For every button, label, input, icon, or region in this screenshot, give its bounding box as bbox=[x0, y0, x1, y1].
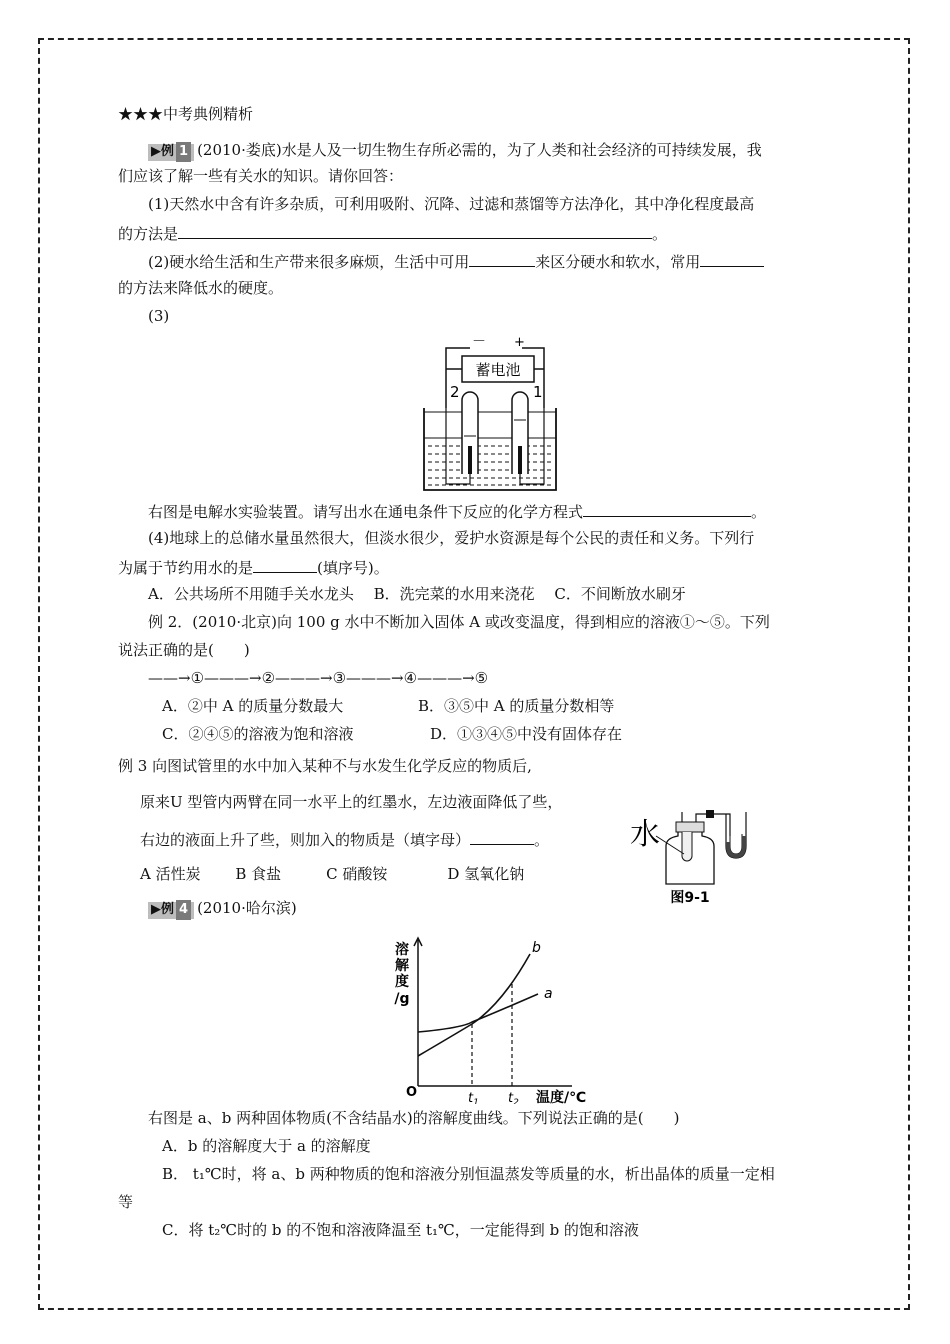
example-2-option-b: B．③⑤中 A 的质量分数相等 bbox=[418, 697, 615, 715]
example-tag: ▶ 例 1 bbox=[148, 144, 194, 161]
battery-label: 蓄电池 bbox=[475, 361, 521, 379]
question-3-suffix: 。 bbox=[751, 503, 767, 521]
example-3-prefix: 右边的液面上升了些，则加入的物质是（填字母） bbox=[140, 831, 471, 849]
example-4-header bbox=[148, 898, 297, 919]
example-4-option-b: B． t₁℃时，将 a、b 两种物质的饱和溶液分别恒温蒸发等质量的水，析出晶体的质量一定相 bbox=[162, 1165, 775, 1183]
example-tag-number: 1 bbox=[176, 142, 191, 162]
question-2-prefix: (2)硬水给生活和生产带来很多麻烦，生活中可用 bbox=[148, 253, 470, 271]
example-tag: ▶ 例 4 bbox=[148, 902, 194, 919]
example-1-text: (2010·娄底)水是人及一切生物生存所必需的，为了人类和社会经济的可持续发展，我 bbox=[197, 141, 762, 159]
water-label: 水 bbox=[630, 817, 660, 852]
answer-blank-1[interactable] bbox=[178, 222, 652, 239]
example-1-intro-cont: 们应该了解一些有关水的知识。请你回答： bbox=[118, 167, 404, 185]
example-4-option-b-cont: 等 bbox=[118, 1193, 134, 1211]
y-axis-label-3: 度 bbox=[395, 974, 409, 990]
u-tube-apparatus-figure bbox=[626, 810, 752, 906]
question-3 bbox=[148, 500, 766, 522]
question-2-cont: 的方法来降低水的硬度。 bbox=[118, 279, 284, 297]
example-tag-label: 例 bbox=[161, 144, 175, 159]
example-2-option-d: D．①③④⑤中没有固体存在 bbox=[430, 725, 623, 743]
example-tag-label: 例 bbox=[161, 902, 175, 917]
minus-sign: － bbox=[472, 334, 486, 350]
question-2-middle: 来区分硬水和软水，常用 bbox=[535, 253, 701, 271]
example-3-question bbox=[140, 828, 549, 850]
example-1-intro bbox=[148, 140, 762, 161]
example-4-stem: 右图是 a、b 两种固体物质(不含结晶水)的溶解度曲线。下列说法正确的是( ) bbox=[148, 1109, 680, 1127]
t2-tick-label: $t_2$ bbox=[508, 1091, 519, 1104]
tube-1-label: 1 bbox=[533, 383, 543, 401]
answer-blank-4[interactable] bbox=[253, 556, 317, 573]
answer-blank-2a[interactable] bbox=[469, 250, 535, 267]
example-4-option-a: A．b 的溶解度大于 a 的溶解度 bbox=[162, 1137, 371, 1155]
question-4-options: A．公共场所不用随手关水龙头 B．洗完菜的水用来浇花 C．不间断放水刷牙 bbox=[148, 585, 686, 603]
example-4-option-c: C．将 t₂℃时的 b 的不饱和溶液降温至 t₁℃，一定能得到 b 的饱和溶液 bbox=[162, 1221, 639, 1239]
plus-sign: + bbox=[514, 335, 525, 350]
example-4-source: (2010·哈尔滨) bbox=[197, 899, 297, 917]
example-3-stem-cont: 原来U 型管内两臂在同一水平上的红墨水，左边液面降低了些， bbox=[140, 793, 563, 811]
origin-label: O bbox=[406, 1085, 418, 1100]
section-heading: ★★★中考典例精析 bbox=[118, 105, 254, 123]
answer-blank-2b[interactable] bbox=[700, 250, 764, 267]
example-3-options: A 活性炭 B 食盐 C 硝酸铵 D 氢氧化钠 bbox=[140, 865, 525, 883]
answer-blank-3[interactable] bbox=[583, 500, 751, 517]
curve-a-label: a bbox=[544, 986, 553, 1002]
example-tag-number: 4 bbox=[176, 900, 191, 920]
question-1-suffix: 。 bbox=[652, 225, 668, 243]
question-3-prefix: 右图是电解水实验装置。请写出水在通电条件下反应的化学方程式 bbox=[148, 503, 584, 521]
question-2 bbox=[148, 250, 764, 272]
question-4-cont bbox=[118, 556, 389, 578]
y-axis-label-1: 溶 bbox=[395, 942, 409, 958]
question-3-label: (3) bbox=[148, 307, 170, 325]
example-2-option-c: C．②④⑤的溶液为饱和溶液 bbox=[162, 725, 354, 743]
curve-a bbox=[418, 994, 538, 1032]
question-4-suffix: (填序号)。 bbox=[317, 559, 389, 577]
x-axis-label: 温度/℃ bbox=[536, 1090, 587, 1104]
example-2-stem: 例 2．(2010·北京)向 100 g 水中不断加入固体 A 或改变温度，得到相应的溶液①～⑤。下列 bbox=[148, 613, 770, 631]
electrolysis-apparatus-figure bbox=[410, 334, 560, 496]
example-3-stem: 例 3 向图试管里的水中加入某种不与水发生化学反应的物质后, bbox=[118, 757, 532, 775]
answer-blank-ex3[interactable] bbox=[470, 828, 534, 845]
y-axis-label-2: 解 bbox=[395, 958, 409, 974]
figure-caption: 图9-1 bbox=[670, 890, 710, 906]
t1-tick-label: $t_1$ bbox=[468, 1091, 479, 1104]
question-1-prefix: 的方法是 bbox=[118, 225, 179, 243]
example-2-stem-cont: 说法正确的是( ) bbox=[118, 641, 250, 659]
question-1: (1)天然水中含有许多杂质，可利用吸附、沉降、过滤和蒸馏等方法净化，其中净化程度最高 bbox=[148, 195, 755, 213]
example-2-process-arrows: ——→①———→②———→③———→④———→⑤ bbox=[148, 669, 489, 687]
question-1-answer-line bbox=[118, 222, 667, 244]
y-axis-label-4: /g bbox=[394, 991, 410, 1007]
question-4: (4)地球上的总储水量虽然很大，但淡水很少，爱护水资源是每个公民的责任和义务。下列行 bbox=[148, 529, 755, 547]
curve-b-label: b bbox=[532, 940, 541, 956]
tube-2-label: 2 bbox=[450, 383, 460, 401]
question-4-prefix: 为属于节约用水的是 bbox=[118, 559, 254, 577]
example-3-suffix: 。 bbox=[534, 831, 550, 849]
example-2-option-a: A．②中 A 的质量分数最大 bbox=[162, 697, 344, 715]
solubility-chart bbox=[372, 936, 622, 1104]
